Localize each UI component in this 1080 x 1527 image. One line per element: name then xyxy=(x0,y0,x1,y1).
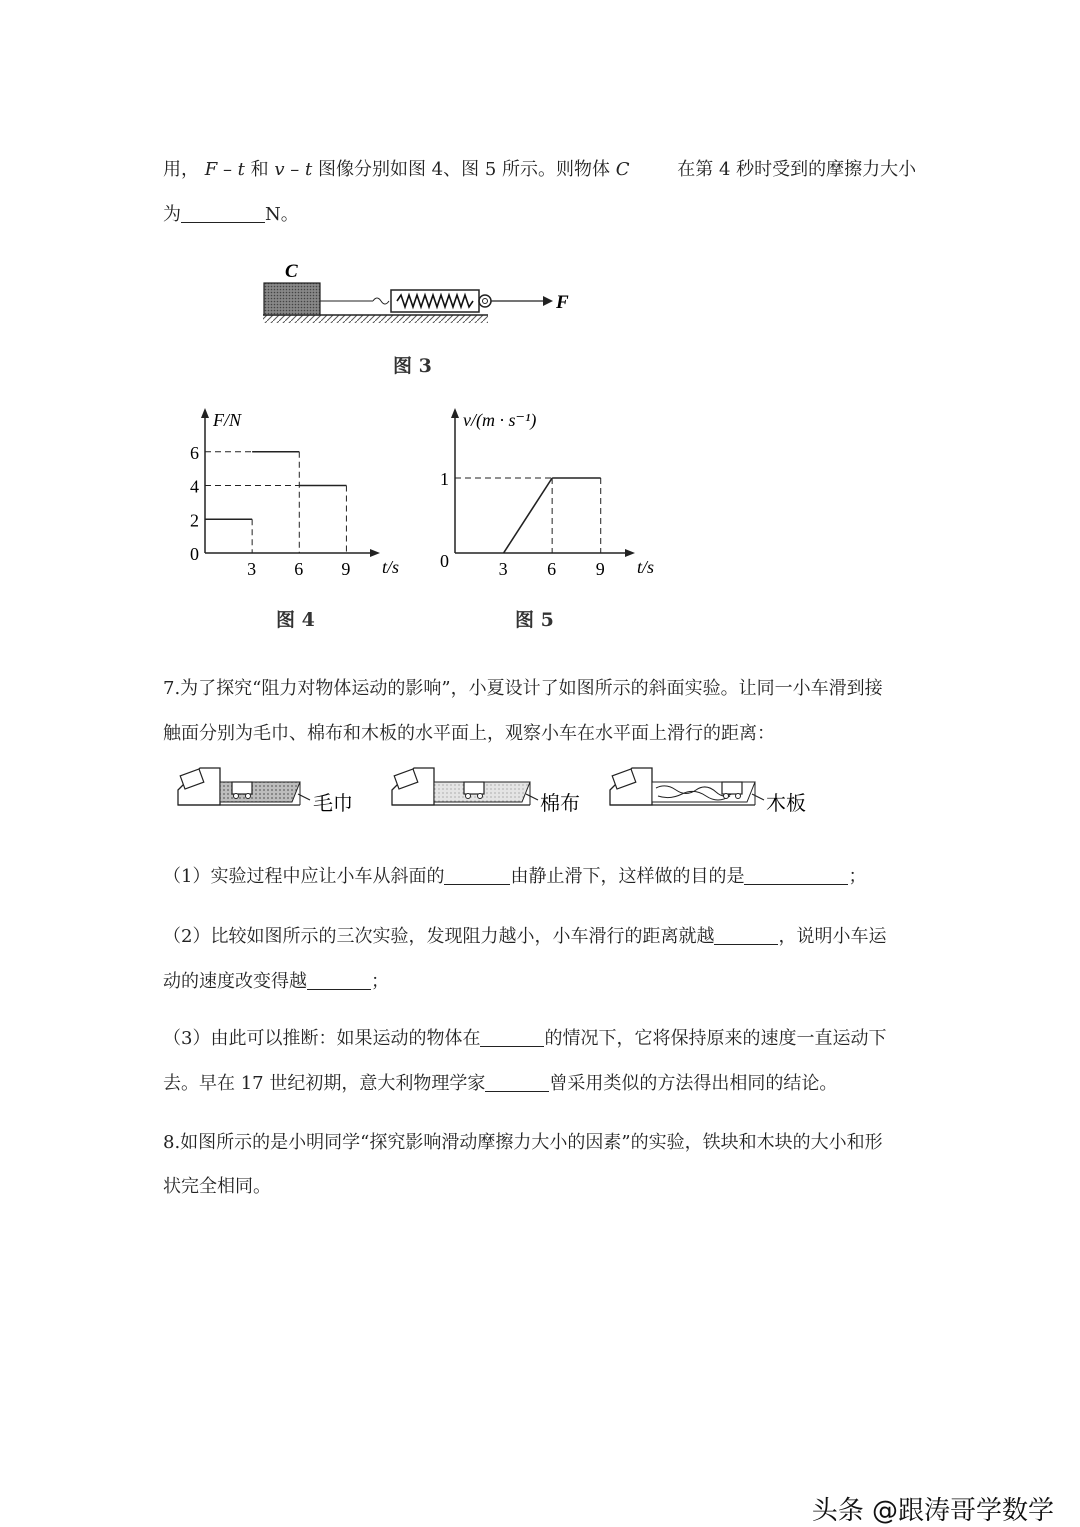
y-tick-label: 6 xyxy=(190,442,199,463)
figure-3-diagram xyxy=(255,255,585,330)
towel-setup xyxy=(178,768,310,805)
y-axis-arrow xyxy=(451,408,459,418)
vt-symbol: v – t xyxy=(274,159,313,180)
answer-blank[interactable] xyxy=(480,1028,544,1047)
q7-text: 的情况下，它将保持原来的速度一直运动下 xyxy=(544,1028,887,1049)
x-tick-label: 6 xyxy=(547,559,557,579)
q7-text: 曾采用类似的方法得出相同的结论。 xyxy=(549,1073,838,1094)
origin-label: 0 xyxy=(440,551,449,571)
answer-blank[interactable] xyxy=(181,204,265,223)
x-axis-label: t/s xyxy=(382,557,400,577)
surface-label-towel: 毛巾 xyxy=(313,791,353,815)
answer-blank[interactable] xyxy=(307,971,371,990)
y-axis-arrow xyxy=(201,408,209,418)
surface-label-cotton: 棉布 xyxy=(540,791,580,815)
q6-line-1 xyxy=(163,155,916,181)
q6-line-2 xyxy=(163,200,299,226)
figure-4-caption: 图 4 xyxy=(276,609,315,631)
y-tick-label: 0 xyxy=(190,544,199,564)
y-tick-label: 4 xyxy=(190,476,199,497)
wood-setup xyxy=(610,768,764,805)
y-tick-label: 2 xyxy=(190,510,199,531)
q7-text: 去。早在 17 世纪初期，意大利物理学家 xyxy=(163,1073,486,1094)
answer-blank[interactable] xyxy=(714,926,778,945)
answer-blank[interactable] xyxy=(485,1073,549,1092)
force-label: F xyxy=(556,292,569,313)
q7-intro-line-1: 7.为了探究“阻力对物体运动的影响”，小夏设计了如图所示的斜面实验。让同一小车滑到接 xyxy=(163,678,883,699)
x-axis-arrow xyxy=(370,549,380,557)
surface-label-wood: 木板 xyxy=(766,791,806,815)
velocity-segment-0 xyxy=(504,478,553,553)
q7-text: （1）实验过程中应让小车从斜面的 xyxy=(163,866,445,887)
q7-intro-line-2: 触面分别为毛巾、棉布和木板的水平面上，观察小车在水平面上滑行的距离： xyxy=(163,723,775,744)
x-tick-label: 6 xyxy=(294,559,304,579)
q6-text: 为 xyxy=(163,204,181,225)
answer-blank[interactable] xyxy=(744,866,848,885)
q8-line-2: 状完全相同。 xyxy=(163,1176,271,1197)
q6-text: 和 xyxy=(244,159,275,180)
cotton-setup xyxy=(392,768,538,805)
q7-text: ； xyxy=(848,866,867,887)
q7-part-1 xyxy=(163,862,866,888)
incline-experiment-figure xyxy=(170,760,820,820)
figure-3-caption: 图 3 xyxy=(393,355,432,377)
q7-text: 动的速度改变得越 xyxy=(163,971,307,992)
block-c-label: C xyxy=(285,261,298,282)
figure-5-caption: 图 5 xyxy=(515,609,554,631)
x-tick-label: 9 xyxy=(341,559,351,579)
x-tick-label: 3 xyxy=(247,559,257,579)
q8-line-1: 8.如图所示的是小明同学“探究影响滑动摩擦力大小的因素”的实验，铁块和木块的大小和形 xyxy=(163,1132,883,1153)
y-tick-label: 1 xyxy=(440,469,449,489)
q6-text: 图像分别如图 4、图 5 所示。则物体 xyxy=(312,159,616,180)
ft-symbol: F – t xyxy=(204,159,245,180)
ground xyxy=(263,315,488,323)
q7-part-3-line-1 xyxy=(163,1024,886,1050)
figure-5-chart xyxy=(435,405,655,585)
force-arrow xyxy=(543,296,553,306)
q6-text: 用， xyxy=(163,159,199,180)
x-tick-label: 3 xyxy=(498,559,508,579)
answer-blank[interactable] xyxy=(444,866,510,885)
q7-text: （2）比较如图所示的三次实验，发现阻力越小，小车滑行的距离就越 xyxy=(163,926,715,947)
q7-part-2-line-1 xyxy=(163,922,886,948)
y-axis-label: v/(m · s⁻¹) xyxy=(463,410,537,430)
q7-text: 由静止滑下，这样做的目的是 xyxy=(510,866,745,887)
block-c xyxy=(264,283,320,315)
x-tick-label: 9 xyxy=(595,559,605,579)
object-c-symbol: C xyxy=(615,159,630,180)
q7-text: （3）由此可以推断：如果运动的物体在 xyxy=(163,1028,481,1049)
q6-text: 在第 4 秒时受到的摩擦力大小 xyxy=(677,159,917,180)
figure-4-chart xyxy=(185,405,400,585)
q7-part-2-line-2 xyxy=(163,967,389,993)
y-axis-label: F/N xyxy=(213,410,242,430)
watermark: 头条 @跟涛哥学数学 xyxy=(811,1496,1054,1526)
x-axis-label: t/s xyxy=(637,557,655,577)
q7-text: ； xyxy=(371,971,389,992)
q7-part-3-line-2 xyxy=(163,1069,837,1095)
x-axis-arrow xyxy=(625,549,635,557)
q7-text: ，说明小车运 xyxy=(778,926,887,947)
q6-text: N。 xyxy=(265,204,299,225)
